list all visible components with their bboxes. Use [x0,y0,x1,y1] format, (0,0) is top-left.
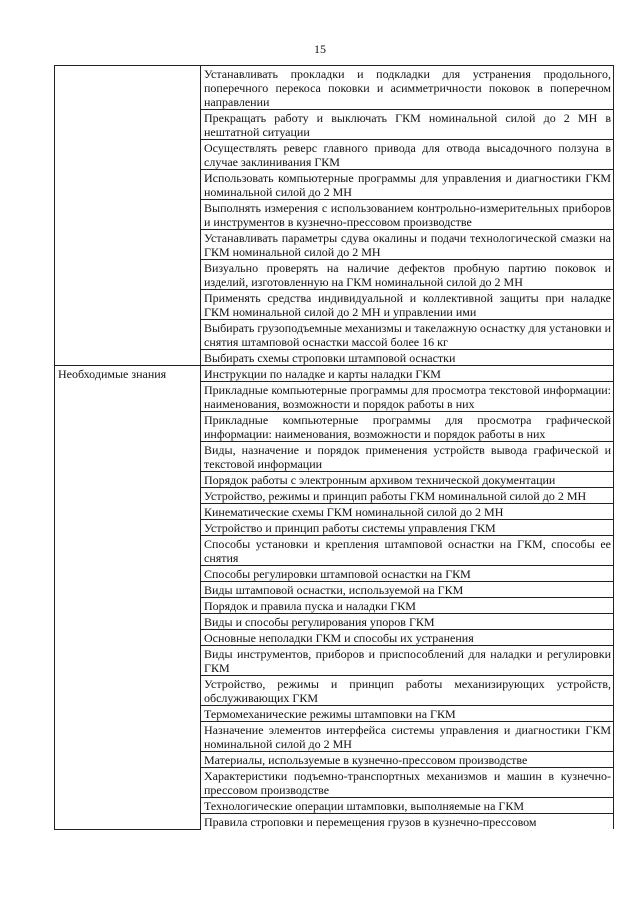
skill-item: Выбирать схемы строповки штамповой оснастки [201,350,614,366]
knowledge-item: Устройство и принцип работы системы управления ГКМ [201,520,614,536]
requirements-table [54,65,614,830]
skill-item: Устанавливать параметры сдува окалины и подачи технологической смазки на ГКМ номинальной силой до 2 МН [201,230,614,260]
page-number: 15 [314,42,326,56]
knowledge-item: Назначение элементов интерфейса системы управления и диагностики ГКМ номинальной силой до 2 МН [201,722,614,752]
skill-item: Применять средства индивидуальной и коллективной защиты при наладке ГКМ номинальной силой до 2 МН и управлении ими [201,290,614,320]
skill-item: Устанавливать прокладки и подкладки для устранения продольного, поперечного перекоса поковки и асимметричности поковок в поперечном направлении [201,66,614,110]
knowledge-item: Кинематические схемы ГКМ номинальной силой до 2 МН [201,504,614,520]
knowledge-item: Прикладные компьютерные программы для просмотра текстовой информации: наименования, возможности и порядок работы в них [201,382,614,412]
knowledge-item: Характеристики подъемно-транспортных механизмов и машин в кузнечно-прессовом производстве [201,768,614,798]
knowledge-item: Технологические операции штамповки, выполняемые на ГКМ [201,798,614,814]
knowledge-item: Термомеханические режимы штамповки на ГКМ [201,706,614,722]
knowledge-item: Виды штамповой оснастки, используемой на ГКМ [201,582,614,598]
knowledge-item: Способы установки и крепления штамповой оснастки на ГКМ, способы ее снятия [201,536,614,566]
knowledge-item: Прикладные компьютерные программы для просмотра графической информации: наименования, возможности и порядок работы в них [201,412,614,442]
skill-item: Выполнять измерения с использованием контрольно-измерительных приборов и инструментов в кузнечно-прессовом производстве [201,200,614,230]
knowledge-item: Инструкции по наладке и карты наладки ГКМ [201,366,614,382]
knowledge-item: Способы регулировки штамповой оснастки на ГКМ [201,566,614,582]
knowledge-item: Виды инструментов, приборов и приспособлений для наладки и регулировки ГКМ [201,646,614,676]
knowledge-item: Порядок работы с электронным архивом технической документации [201,472,614,488]
skill-item: Осуществлять реверс главного привода для отвода высадочного ползуна в случае заклинивания ГКМ [201,140,614,170]
knowledge-item: Материалы, используемые в кузнечно-прессовом производстве [201,752,614,768]
skill-item: Использовать компьютерные программы для управления и диагностики ГКМ номинальной силой до 2 МН [201,170,614,200]
table-row [55,366,614,382]
knowledge-item: Виды, назначение и порядок применения устройств вывода графической и текстовой информации [201,442,614,472]
knowledge-item: Устройство, режимы и принцип работы ГКМ номинальной силой до 2 МН [201,488,614,504]
section-label-skills [55,66,201,366]
knowledge-item: Устройство, режимы и принцип работы механизирующих устройств, обслуживающих ГКМ [201,676,614,706]
section-label-knowledge: Необходимые знания [55,366,201,830]
table-row [55,66,614,110]
knowledge-item: Виды и способы регулирования упоров ГКМ [201,614,614,630]
knowledge-item: Правила строповки и перемещения грузов в кузнечно-прессовом [201,814,614,830]
skill-item: Прекращать работу и выключать ГКМ номинальной силой до 2 МН в нештатной ситуации [201,110,614,140]
knowledge-item: Порядок и правила пуска и наладки ГКМ [201,598,614,614]
skill-item: Визуально проверять на наличие дефектов пробную партию поковок и изделий, изготовленную на ГКМ номинальной силой до 2 МН [201,260,614,290]
knowledge-item: Основные неполадки ГКМ и способы их устранения [201,630,614,646]
skill-item: Выбирать грузоподъемные механизмы и такелажную оснастку для установки и снятия штамповой оснастки массой более 16 кг [201,320,614,350]
